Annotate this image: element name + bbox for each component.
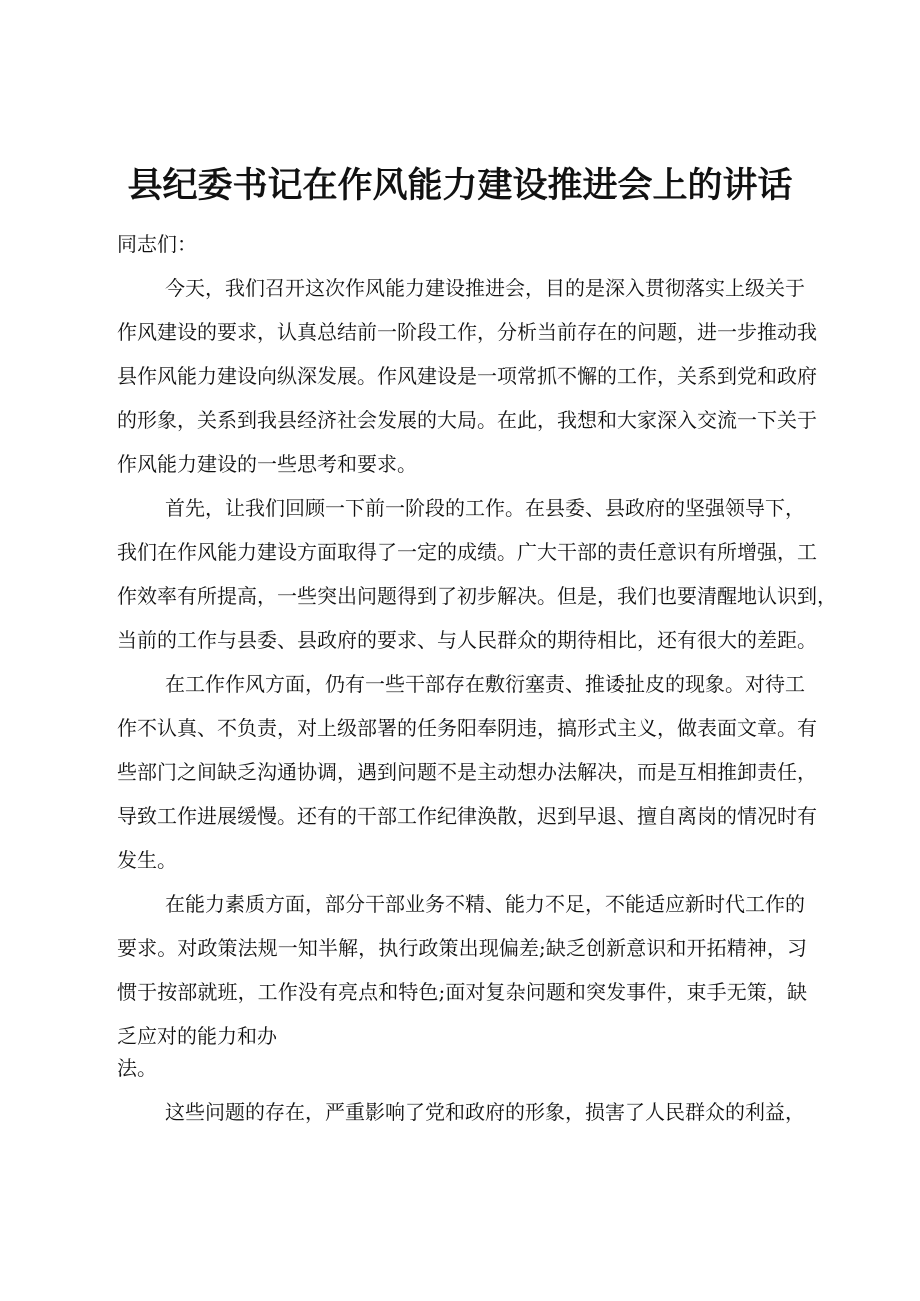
document-title: 县纪委书记在作风能力建设推进会上的讲话 [127, 166, 793, 206]
paragraph-line: 首先，让我们回顾一下前一阶段的工作。在县委、县政府的坚强领导下， [165, 496, 805, 520]
paragraph-line: 当前的工作与县委、县政府的要求、与人民群众的期待相比，还有很大的差距。 [117, 628, 817, 652]
paragraph-line: 今天，我们召开这次作风能力建设推进会，目的是深入贯彻落实上级关于 [165, 276, 805, 300]
paragraph-line: 我们在作风能力建设方面取得了一定的成绩。广大干部的责任意识有所增强，工 [117, 540, 817, 564]
paragraph-line: 在能力素质方面，部分干部业务不精、能力不足，不能适应新时代工作的 [165, 892, 805, 916]
paragraph-line: 要求。对政策法规一知半解，执行政策出现偏差;缺乏创新意识和开拓精神，习 [117, 936, 807, 960]
paragraph-line: 的形象，关系到我县经济社会发展的大局。在此，我想和大家深入交流一下关于 [117, 408, 817, 432]
paragraph-line: 发生。 [117, 848, 177, 872]
salutation: 同志们： [117, 232, 197, 256]
paragraph-line: 这些问题的存在，严重影响了党和政府的形象，损害了人民群众的利益， [165, 1100, 805, 1124]
paragraph-line: 县作风能力建设向纵深发展。作风建设是一项常抓不懈的工作，关系到党和政府 [117, 364, 817, 388]
paragraph-line: 法。 [117, 1056, 157, 1080]
paragraph-line: 惯于按部就班，工作没有亮点和特色;面对复杂问题和突发事件，束手无策，缺 [117, 980, 807, 1004]
paragraph-line: 作效率有所提高，一些突出问题得到了初步解决。但是，我们也要清醒地认识到， [117, 584, 837, 608]
paragraph-line: 些部门之间缺乏沟通协调，遇到问题不是主动想办法解决，而是互相推卸责任， [117, 760, 817, 784]
paragraph-line: 作风建设的要求，认真总结前一阶段工作，分析当前存在的问题，进一步推动我 [117, 320, 817, 344]
paragraph-line: 乏应对的能力和办 [117, 1024, 277, 1048]
paragraph-line: 在工作作风方面，仍有一些干部存在敷衍塞责、推诿扯皮的现象。对待工 [165, 672, 805, 696]
paragraph-line: 导致工作进展缓慢。还有的干部工作纪律涣散，迟到早退、擅自离岗的情况时有 [117, 804, 817, 828]
paragraph-line: 作不认真、不负责，对上级部署的任务阳奉阴违，搞形式主义，做表面文章。有 [117, 716, 817, 740]
paragraph-line: 作风能力建设的一些思考和要求。 [117, 452, 417, 476]
